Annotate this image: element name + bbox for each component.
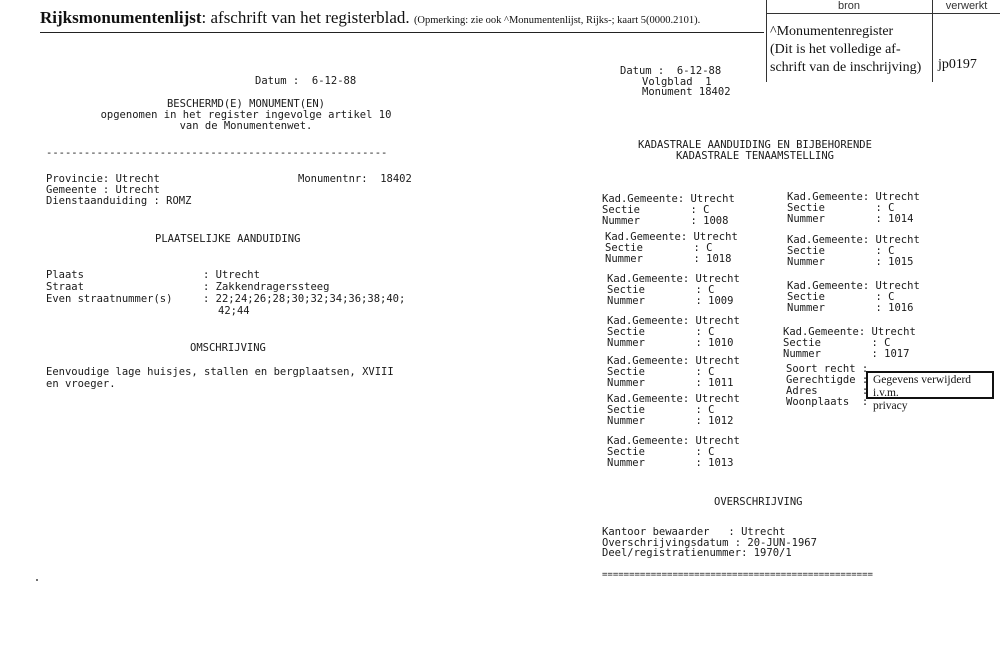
parcel-entry: Kad.Gemeente: Utrecht Sectie : C Nummer : 1010 xyxy=(607,315,740,349)
monumentnr-row: Monumentnr: 18402 xyxy=(298,173,412,185)
meta-header-rule xyxy=(766,13,1000,14)
overschrijving-heading: OVERSCHRIJVING xyxy=(714,496,803,508)
plaats-label: Plaats xyxy=(46,269,84,281)
straat-label: Straat xyxy=(46,281,84,293)
overschrijvingsdatum-row: Overschrijvingsdatum : 20-JUN-1967 xyxy=(602,537,817,549)
straat-value: : Zakkendragerssteeg xyxy=(203,281,330,293)
parcel-entry: Kad.Gemeente: Utrecht Sectie : C Nummer : 1013 xyxy=(607,435,740,469)
meta-verwerkt-value: jp0197 xyxy=(938,57,977,72)
meta-header-bron: bron xyxy=(837,0,861,12)
parcel-entry: Kad.Gemeente: Utrecht Sectie : C Nummer : 1014 xyxy=(787,191,920,225)
meta-bron-value: ^Monumentenregister (Dit is het volledige af- schrift van de inschrijving) xyxy=(770,24,922,75)
right-equals-rule: ================================================== xyxy=(602,570,873,580)
parcel-entry: Kad.Gemeente: Utrecht Sectie : C Nummer : 1008 xyxy=(602,193,735,227)
omschrijving-line-2: en vroeger. xyxy=(46,378,116,390)
tenaamstelling-labels: Soort recht : Gerechtigde : Adres : Woonplaats : xyxy=(786,363,869,408)
privacy-redaction-box: Gegevens verwijderd i.v.m. privacy xyxy=(866,371,994,399)
right-volgblad: Volgblad 1 xyxy=(642,76,712,88)
parcel-entry: Kad.Gemeente: Utrecht Sectie : C Nummer : 1009 xyxy=(607,273,740,307)
parcel-entry: Kad.Gemeente: Utrecht Sectie : C Nummer : 1011 xyxy=(607,355,740,389)
page-title: Rijksmonumentenlijst: afschrift van het registerblad. (Opmerking: zie ook ^Monumentenlijst, Rijks-; kaart 5(0000.2101). xyxy=(40,8,701,27)
meta-header-verwerkt: verwerkt xyxy=(945,0,988,12)
provincie-row: Provincie: Utrecht xyxy=(46,173,160,185)
kadastrale-heading: KADASTRALE AANDUIDING EN BIJBEHORENDE KADASTRALE TENAAMSTELLING xyxy=(638,139,872,162)
gemeente-row: Gemeente : Utrecht xyxy=(46,184,160,196)
kantoor-row: Kantoor bewaarder : Utrecht xyxy=(602,526,786,538)
even-value: : 22;24;26;28;30;32;34;36;38;40; xyxy=(203,293,406,305)
parcel-entry: Kad.Gemeente: Utrecht Sectie : C Nummer : 1016 xyxy=(787,280,920,314)
right-monument: Monument 18402 xyxy=(642,86,731,98)
left-heading: BESCHERMD(E) MONUMENT(EN) opgenomen in het register ingevolge artikel 10 van de Monumentenwet. xyxy=(100,98,392,132)
even-value-cont: 42;44 xyxy=(218,305,250,317)
dienst-row: Dienstaanduiding : ROMZ xyxy=(46,195,192,207)
title-note: (Opmerking: zie ook ^Monumentenlijst, Rijks-; kaart 5(0000.2101). xyxy=(413,15,701,26)
omschrijving-line-1: Eenvoudige lage huisjes, stallen en bergplaatsen, XVIII xyxy=(46,366,394,378)
plaats-value: : Utrecht xyxy=(203,269,260,281)
header-rule xyxy=(40,32,764,33)
parcel-entry: Kad.Gemeente: Utrecht Sectie : C Nummer : 1018 xyxy=(605,231,738,265)
scan-speck xyxy=(36,579,38,581)
even-label: Even straatnummer(s) xyxy=(46,293,173,305)
omschrijving-heading: OMSCHRIJVING xyxy=(190,342,266,354)
parcel-entry: Kad.Gemeente: Utrecht Sectie : C Nummer : 1012 xyxy=(607,393,740,427)
right-datum: Datum : 6-12-88 xyxy=(620,65,722,77)
parcel-entry: Kad.Gemeente: Utrecht Sectie : C Nummer : 1015 xyxy=(787,234,920,268)
left-datum: Datum : 6-12-88 xyxy=(255,75,357,87)
deel-row: Deel/registratienummer: 1970/1 xyxy=(602,547,792,559)
parcel-entry: Kad.Gemeente: Utrecht Sectie : C Nummer : 1017 xyxy=(783,326,916,360)
left-dashes: ------------------------------------------------------ xyxy=(46,147,388,159)
plaatselijke-heading: PLAATSELIJKE AANDUIDING xyxy=(155,233,301,245)
